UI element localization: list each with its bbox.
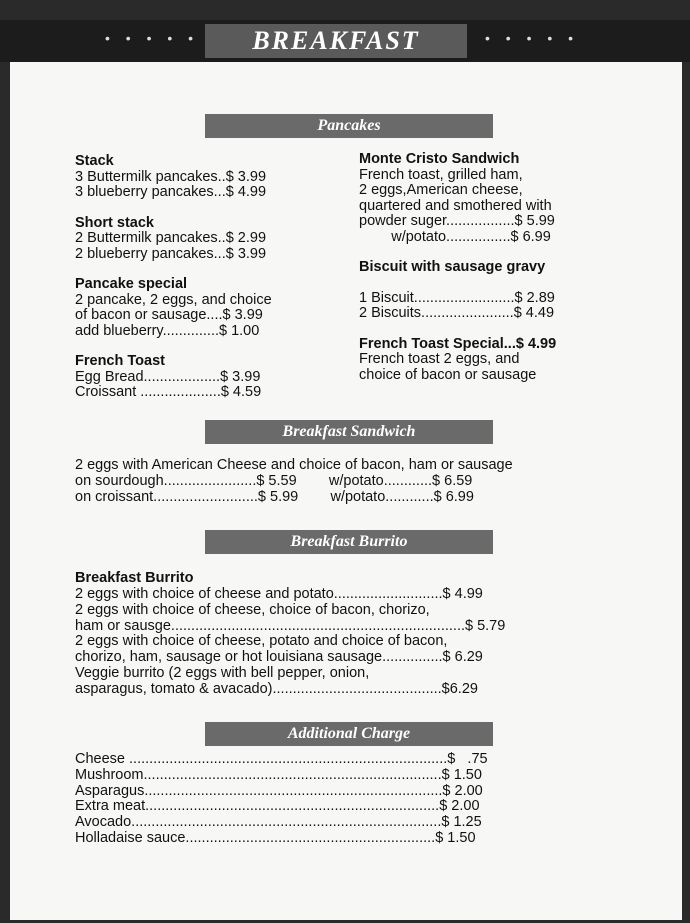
menu-line: 2 eggs with choice of cheese, choice of bacon, chorizo, bbox=[75, 601, 430, 618]
menu-line: chorizo, ham, sausage or hot louisiana sausage...............$ 6.29 bbox=[75, 649, 483, 666]
menu-line: 2 eggs with American Cheese and choice of bacon, ham or sausage bbox=[75, 457, 513, 473]
page-title: BREAKFAST bbox=[205, 24, 467, 58]
menu-line: 2 eggs,American cheese, bbox=[359, 182, 523, 198]
header-dots-left: • • • • • bbox=[105, 30, 200, 46]
menu-line: 3 Buttermilk pancakes..$ 3.99 bbox=[75, 168, 267, 185]
item-heading: French Toast bbox=[75, 353, 165, 369]
menu-line: quartered and smothered with bbox=[359, 197, 552, 214]
menu-line: French toast, grilled ham, bbox=[359, 166, 523, 183]
menu-line: of bacon or sausage....$ 3.99 bbox=[75, 307, 263, 323]
header-dots-right: • • • • • bbox=[485, 30, 580, 46]
menu-line: 2 Buttermilk pancakes..$ 2.99 bbox=[75, 230, 267, 246]
menu-line: powder suger.................$ 5.99 bbox=[359, 213, 555, 229]
menu-line: on croissant..........................$ 5.99 w/potato............$ 6.99 bbox=[75, 489, 474, 505]
charge-line: Avocado.............................................................................$ 1.25 bbox=[75, 814, 482, 831]
menu-line: asparagus, tomato & avacado)..........................................$6.29 bbox=[75, 680, 478, 697]
menu-line: 2 eggs with choice of cheese, potato and choice of bacon, bbox=[75, 633, 448, 650]
menu-line: 3 blueberry pancakes...$ 4.99 bbox=[75, 184, 267, 200]
menu-line: 2 pancake, 2 eggs, and choice bbox=[75, 291, 272, 308]
item-heading: Short stack bbox=[75, 214, 154, 231]
item-heading: French Toast Special...$ 4.99 bbox=[359, 335, 557, 352]
menu-line: 1 Biscuit.........................$ 2.89 bbox=[359, 289, 555, 306]
menu-line: Egg Bread...................$ 3.99 bbox=[75, 368, 261, 385]
item-heading: Stack bbox=[75, 153, 114, 169]
menu-line: add blueberry..............$ 1.00 bbox=[75, 322, 260, 339]
charge-line: Asparagus..........................................................................$ 2.00 bbox=[75, 782, 483, 799]
menu-line: French toast 2 eggs, and bbox=[359, 351, 520, 367]
charge-line: Holladaise sauce..............................................................$ 1.50 bbox=[75, 830, 476, 846]
menu-line: on sourdough.......................$ 5.59 w/potato............$ 6.59 bbox=[75, 473, 473, 489]
menu-line: 2 blueberry pancakes...$ 3.99 bbox=[75, 245, 267, 262]
menu-line: ham or sausge.........................................................................$ 5.79 bbox=[75, 617, 506, 634]
charge-line: Extra meat.........................................................................$ 2.00 bbox=[75, 798, 480, 815]
menu-line: Croissant ....................$ 4.59 bbox=[75, 384, 262, 400]
menu-line: choice of bacon or sausage bbox=[359, 366, 537, 383]
item-heading: Breakfast Burrito bbox=[75, 570, 194, 586]
menu-line: 2 Biscuits.......................$ 4.49 bbox=[359, 305, 555, 321]
item-heading: Pancake special bbox=[75, 276, 188, 292]
section-breakfast-sandwich: Breakfast Sandwich bbox=[205, 420, 493, 444]
charge-line: Mushroom..........................................................................$ 1.50 bbox=[75, 766, 482, 783]
menu-line: 2 eggs with choice of cheese and potato...........................$ 4.99 bbox=[75, 586, 483, 602]
charge-line: Cheese ...............................................................................$ .75 bbox=[75, 751, 488, 767]
item-heading: Monte Cristo Sandwich bbox=[359, 151, 520, 167]
menu-line: Veggie burrito (2 eggs with bell pepper, onion, bbox=[75, 665, 370, 681]
item-heading: Biscuit with sausage gravy bbox=[359, 259, 546, 275]
section-pancakes: Pancakes bbox=[205, 114, 493, 138]
section-additional-charge: Additional Charge bbox=[205, 722, 493, 746]
section-breakfast-burrito: Breakfast Burrito bbox=[205, 530, 493, 554]
menu-line: w/potato................$ 6.99 bbox=[359, 228, 551, 245]
